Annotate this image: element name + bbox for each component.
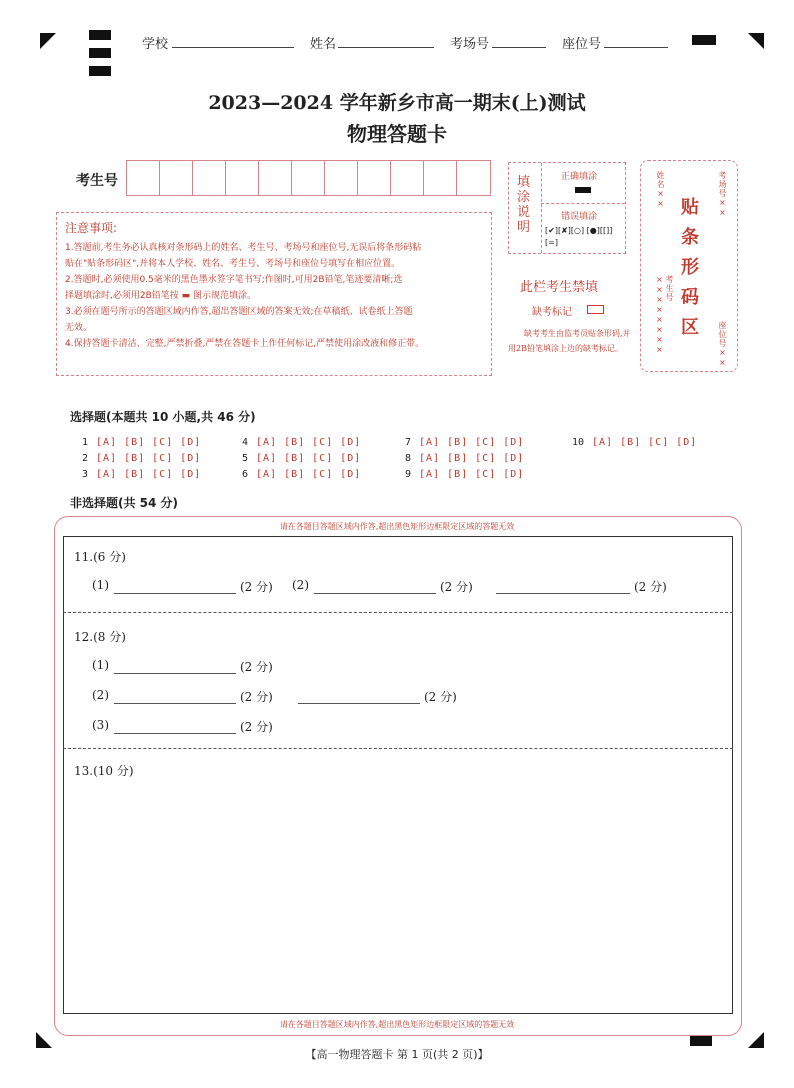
answer-options[interactable]: [A] [B] [C] [D] bbox=[419, 453, 525, 464]
answer-options[interactable]: [A] [B] [C] [D] bbox=[96, 437, 202, 448]
q11-score-2: (2 分) bbox=[440, 580, 473, 594]
exam-room-label: 考场号 bbox=[450, 37, 490, 52]
q12-answer-2b[interactable] bbox=[298, 703, 420, 704]
notice-item: 4.保持答题卡清洁、完整,严禁折叠,严禁在答题卡上作任何标记,严禁使用涂改液和修正带。 bbox=[65, 339, 425, 349]
question-divider bbox=[63, 748, 733, 749]
seat-label: 座位号 bbox=[562, 37, 602, 52]
name-field[interactable] bbox=[338, 47, 434, 48]
question-11-title: 11.(6 分) bbox=[74, 550, 126, 564]
barcode-area bbox=[640, 160, 738, 372]
q11-score-3: (2 分) bbox=[634, 580, 667, 594]
answer-options[interactable]: [A] [B] [C] [D] bbox=[419, 469, 525, 480]
answer-options[interactable]: [A] [B] [C] [D] bbox=[256, 437, 362, 448]
question-number: 4 bbox=[242, 437, 249, 448]
answer-options[interactable]: [A] [B] [C] [D] bbox=[256, 469, 362, 480]
mc-question-9[interactable] bbox=[405, 469, 530, 480]
q11-part-1-label: (1) bbox=[92, 578, 109, 592]
mc-question-8[interactable] bbox=[405, 453, 530, 464]
question-number: 1 bbox=[82, 437, 89, 448]
answer-options[interactable]: [A] [B] [C] [D] bbox=[592, 437, 698, 448]
exam-number-cell[interactable] bbox=[127, 161, 160, 195]
name-label: 姓名 bbox=[310, 37, 337, 52]
question-divider bbox=[63, 612, 733, 613]
q12-score-4: (2 分) bbox=[240, 720, 273, 734]
school-label: 学校 bbox=[142, 37, 169, 52]
mc-question-1[interactable] bbox=[82, 437, 207, 448]
exam-number-cell[interactable] bbox=[193, 161, 226, 195]
q11-answer-1[interactable] bbox=[114, 593, 236, 594]
question-13-title: 13.(10 分) bbox=[74, 764, 134, 778]
answer-options[interactable]: [A] [B] [C] [D] bbox=[419, 437, 525, 448]
page-footer: 【高一物理答题卡 第 1 页(共 2 页)】 bbox=[305, 1048, 489, 1061]
mc-question-2[interactable] bbox=[82, 453, 207, 464]
notice-box bbox=[56, 212, 492, 376]
proctor-note: 缺考考生由监考员贴条形码,并用2B铅笔填涂上边的缺考标记。 bbox=[508, 329, 631, 353]
question-number: 3 bbox=[82, 469, 89, 480]
correct-fill-sample bbox=[575, 187, 591, 193]
question-number: 8 bbox=[405, 453, 412, 464]
mc-section-title: 选择题(本题共 10 小题,共 46 分) bbox=[70, 410, 256, 424]
q12-part-2-label: (2) bbox=[92, 688, 109, 702]
seat-field[interactable] bbox=[604, 47, 668, 48]
q12-answer-3[interactable] bbox=[114, 733, 236, 734]
q11-score-1: (2 分) bbox=[240, 580, 273, 594]
exam-number-cell[interactable] bbox=[358, 161, 391, 195]
mc-question-5[interactable] bbox=[242, 453, 367, 464]
fill-divider bbox=[541, 163, 542, 253]
timing-mark bbox=[692, 35, 716, 45]
answer-area-note-top: 请在各题目答题区域内作答,超出黑色矩形边框限定区域的答题无效 bbox=[279, 522, 515, 531]
notice-item: 无效。 bbox=[65, 323, 93, 333]
q12-answer-1[interactable] bbox=[114, 673, 236, 674]
exam-number-cell[interactable] bbox=[325, 161, 358, 195]
barcode-exam-no-field: 考生号×××××××× bbox=[655, 275, 674, 355]
timing-mark bbox=[690, 1036, 712, 1046]
q12-part-3-label: (3) bbox=[92, 718, 109, 732]
q12-answer-2a[interactable] bbox=[114, 703, 236, 704]
notice-item: 1.答题前,考生务必认真核对条形码上的姓名、考生号、考场号和座位号,无误后将条形码粘 bbox=[65, 243, 422, 253]
barcode-title: 贴条形码区 bbox=[681, 197, 699, 338]
question-number: 9 bbox=[405, 469, 412, 480]
answer-options[interactable]: [A] [B] [C] [D] bbox=[256, 453, 362, 464]
registration-mark-top-right bbox=[748, 33, 764, 49]
exam-number-label: 考生号 bbox=[76, 173, 118, 189]
barcode-seat-field: 座位号×× bbox=[718, 321, 727, 368]
mc-question-7[interactable] bbox=[405, 437, 530, 448]
answer-options[interactable]: [A] [B] [C] [D] bbox=[96, 453, 202, 464]
timing-mark bbox=[89, 66, 111, 76]
exam-number-cell[interactable] bbox=[259, 161, 292, 195]
exam-number-cell[interactable] bbox=[391, 161, 424, 195]
exam-number-cell[interactable] bbox=[424, 161, 457, 195]
question-number: 10 bbox=[572, 437, 585, 448]
question-number: 5 bbox=[242, 453, 249, 464]
absent-label: 缺考标记 bbox=[532, 307, 572, 318]
registration-mark-top-left bbox=[40, 33, 56, 49]
wrong-fill-samples: [✔][✘][○] [●][[]][=] bbox=[545, 226, 613, 247]
non-mc-section-title: 非选择题(共 54 分) bbox=[70, 496, 179, 510]
question-number: 2 bbox=[82, 453, 89, 464]
notice-item: 贴在"贴条形码区",并将本人学校、姓名、考生号、考场号和座位号填写在相应位置。 bbox=[65, 259, 401, 269]
q12-score-2: (2 分) bbox=[240, 690, 273, 704]
q12-score-1: (2 分) bbox=[240, 660, 273, 674]
mc-question-6[interactable] bbox=[242, 469, 367, 480]
exam-number-cell[interactable] bbox=[457, 161, 490, 195]
notice-title: 注意事项: bbox=[65, 221, 118, 235]
school-field[interactable] bbox=[172, 47, 294, 48]
question-number: 6 bbox=[242, 469, 249, 480]
fill-wrong-label: 错误填涂 bbox=[561, 212, 598, 222]
fill-correct-label: 正确填涂 bbox=[561, 172, 598, 182]
answer-area-note-bottom: 请在各题目答题区域内作答,超出黑色矩形边框限定区域的答题无效 bbox=[279, 1020, 515, 1029]
absent-mark-box[interactable] bbox=[587, 305, 604, 314]
notice-item: 3.必须在题号所示的答题区域内作答,超出答题区域的答案无效;在草稿纸、试卷纸上答题 bbox=[65, 307, 413, 317]
mc-question-4[interactable] bbox=[242, 437, 367, 448]
proctor-title: 此栏考生禁填 bbox=[520, 280, 599, 295]
exam-room-field[interactable] bbox=[492, 47, 546, 48]
fill-side-label: 填涂说明 bbox=[517, 175, 531, 235]
notice-item: 择题填涂时,必须用2B铅笔按 ▬ 图示规范填涂。 bbox=[65, 291, 256, 301]
q13-answer-area[interactable] bbox=[64, 780, 732, 1012]
q11-answer-2[interactable] bbox=[314, 593, 436, 594]
q11-answer-3[interactable] bbox=[496, 593, 630, 594]
exam-number-cell[interactable] bbox=[292, 161, 325, 195]
mc-question-10[interactable] bbox=[572, 437, 703, 448]
notice-item: 2.答题时,必须使用0.5毫米的黑色墨水签字笔书写;作图时,可用2B铅笔,笔迹要清晰;选 bbox=[65, 275, 403, 285]
timing-mark bbox=[89, 30, 111, 40]
question-12-title: 12.(8 分) bbox=[74, 630, 126, 644]
exam-number-cell[interactable] bbox=[226, 161, 259, 195]
q12-part-1-label: (1) bbox=[92, 658, 109, 672]
barcode-exam-room-field: 考场号×× bbox=[718, 171, 727, 218]
fill-instructions bbox=[508, 162, 626, 254]
exam-number-cell[interactable] bbox=[160, 161, 193, 195]
timing-mark bbox=[89, 48, 111, 58]
exam-number-grid[interactable] bbox=[126, 160, 491, 196]
exam-title: 2023—2024 学年新乡市高一期末(上)测试 bbox=[208, 92, 586, 114]
q12-score-3: (2 分) bbox=[424, 690, 457, 704]
barcode-name-field: 姓名×× bbox=[656, 171, 665, 209]
answer-options[interactable]: [A] [B] [C] [D] bbox=[96, 469, 202, 480]
question-number: 7 bbox=[405, 437, 412, 448]
mc-question-3[interactable] bbox=[82, 469, 207, 480]
card-title: 物理答题卡 bbox=[347, 122, 447, 146]
fill-mid-divider bbox=[541, 203, 625, 204]
q11-part-2-label: (2) bbox=[292, 578, 309, 592]
